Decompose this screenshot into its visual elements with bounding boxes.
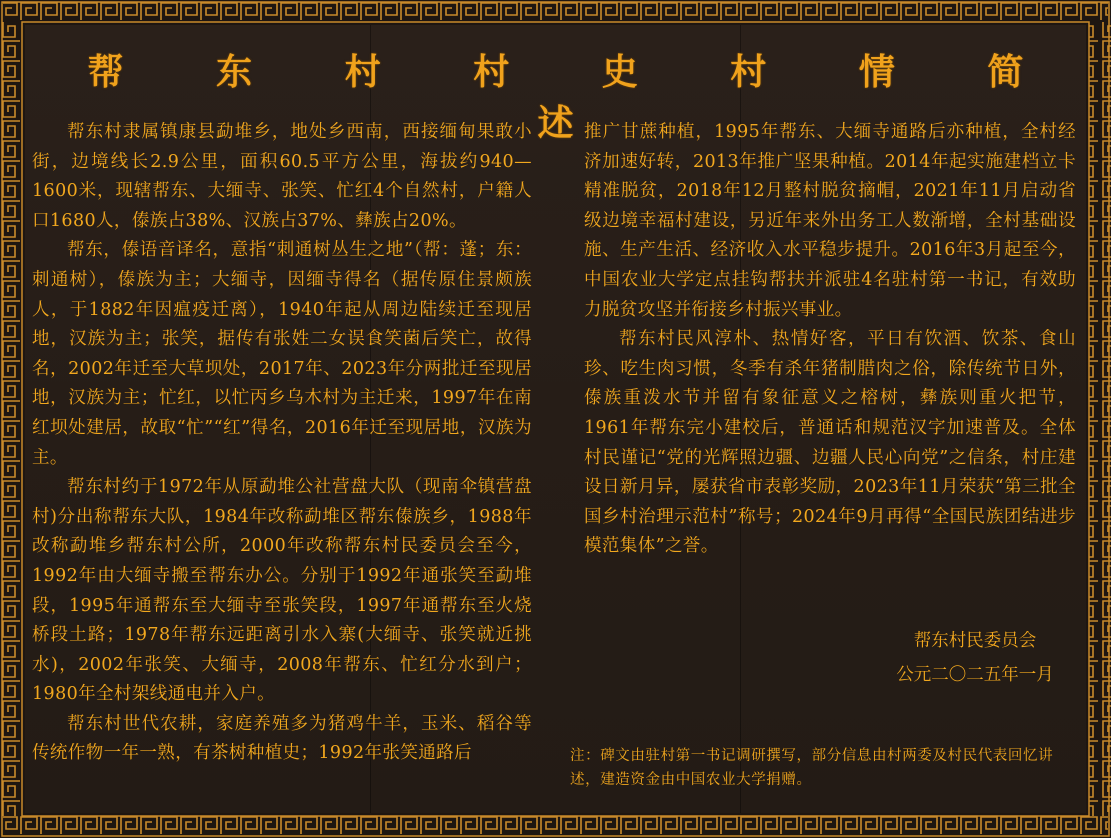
left-text-column <box>32 118 532 769</box>
paragraph-customs: 帮东村民风淳朴、热情好客，平日有饮酒、饮茶、食山珍、吃生肉习惯，冬季有杀年猪制腊肉之俗，除传统节日外，傣族重泼水节并留有象征意义之榕树，彝族则重火把节，1961年帮东完小建校后，普通话和规范汉字加速普及。全体村民谨记“党的光辉照边疆、边疆人民心向党”之信条，村庄建设日新月异，屡获省市表彰奖励，2023年11月荣获“第三批全国乡村治理示范村”称号；2024年9月再得“全国民族团结进步模范集体”之誉。 <box>584 329 1076 557</box>
paragraph-history: 帮东村约于1972年从原勐堆公社营盘大队（现南伞镇营盘村)分出称帮东大队，1984年改称勐堆区帮东傣族乡，1988年改称勐堆乡帮东村公所，2000年改称帮东村民委员会至今，1992年由大缅寺搬至帮东办公。分别于1992年通张笑至勐堆段，1995年通帮东至大缅寺至张笑段，1997年通帮东至火烧桥段土路；1978年帮东远距离引水入寨(大缅寺、张笑就近挑水)，2002年张笑、大缅寺，2008年帮东、忙红分水到户；1980年全村架线通电并入户。 <box>32 477 532 705</box>
paragraph-continuation: 推广甘蔗种植，1995年帮东、大缅寺通路后亦种植，全村经济加速好转，2013年推广坚果种植。2014年起实施建档立卡精准脱贫，2018年12月整村脱贫摘帽，2021年11月启动省级边境幸福村建设，另近年来外出务工人数渐增，全村基础设施、生产生活、经济收入水平稳步提升。2016年3月起至今，中国农业大学定点挂钩帮扶并派驻4名驻村第一书记，有效助力脱贫攻坚并衔接乡村振兴事业。 <box>584 122 1076 320</box>
paragraph-agriculture: 帮东村世代农耕，家庭养殖多为猪鸡牛羊，玉米、稻谷等传统作物一年一熟，有茶树种植史；1992年张笑通路后 <box>32 713 532 764</box>
page-title: 帮 东 村 村 史 村 情 简 述 <box>87 51 1064 144</box>
paragraph-names: 帮东，傣语音译名，意指“刺通树丛生之地”（帮：蓬；东：刺通树），傣族为主；大缅寺，因缅寺得名（据传原住景颇族人，于1882年因瘟疫迁离），1940年起从周边陆续迁至现居地，汉族为主；张笑，据传有张姓二女误食笑菌后笑亡，故得名，2002年迁至大草坝处，2017年、2023年分两批迁至现居地，汉族为主；忙红，以忙丙乡乌木村为主迁来，1997年在南红坝处建居，故取“忙”“红”得名，2016年迁至现居地，汉族为主。 <box>32 240 532 468</box>
signature-organization: 帮东村民委员会 <box>913 631 1037 651</box>
footnote: 注：碑文由驻村第一书记调研撰写，部分信息由村两委及村民代表回忆讲述，建造资金由中国农业大学捐赠。 <box>570 748 1054 788</box>
paragraph-overview: 帮东村隶属镇康县勐堆乡，地处乡西南，西接缅甸果敢小街，边境线长2.9公里，面积60.5平方公里，海拔约940—1600米，现辖帮东、大缅寺、张笑、忙红4个自然村，户籍人口1680人，傣族占38%、汉族占37%、彝族占20%。 <box>32 122 532 231</box>
signature-date: 公元二〇二五年一月 <box>896 665 1054 685</box>
right-text-column <box>584 118 1076 562</box>
